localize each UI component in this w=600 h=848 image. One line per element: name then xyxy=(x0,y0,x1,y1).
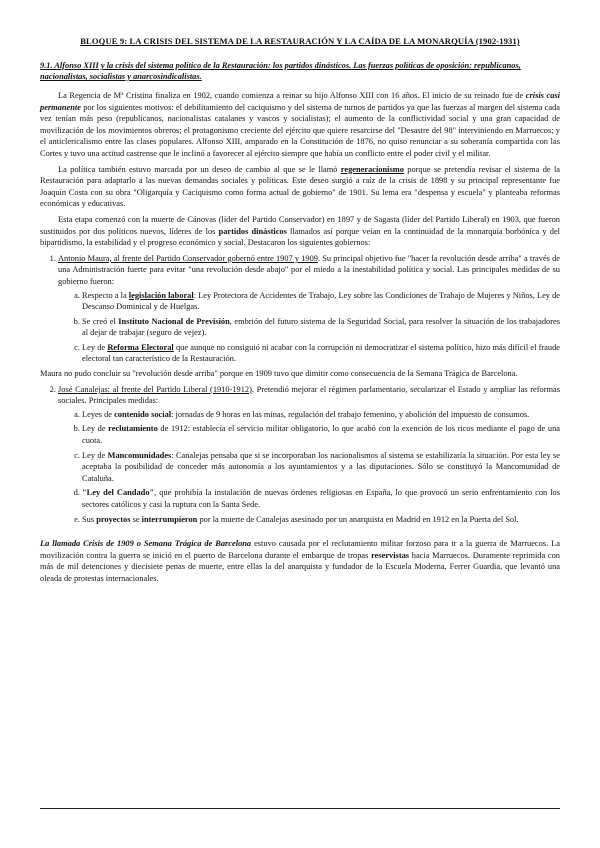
bold-term: legislación laboral xyxy=(128,290,194,300)
text-run: Se creó el xyxy=(82,316,119,326)
block-title: BLOQUE 9: LA CRISIS DEL SISTEMA DE LA RESTAURACIÓN Y LA CAÍDA DE LA MONARQUÍA (1902-1931) xyxy=(80,36,520,46)
section-heading: 9.1. Alfonso XIII y la crisis del sistema político de la Restauración: los partidos dinásticos. Las fuerzas políticas de oposición: republicanos, nacionalistas, socialistas y anarcosindicalistas. xyxy=(40,61,521,81)
text-run: . Pretendió mejorar el régimen parlamentario, secularizar el Estado y ampliar las reformas sociales. Principales medidas: xyxy=(58,384,560,406)
text-run: Ley de xyxy=(82,342,108,352)
bold-term: partidos dinásticos xyxy=(218,226,287,236)
text-run: Sus xyxy=(82,514,97,524)
list-item xyxy=(82,316,560,339)
text-run: La política también estuvo marcada por un deseo de cambio al que se le llamó xyxy=(58,164,341,174)
governments-list xyxy=(40,253,560,365)
text-run: porque se pretendía revisar el sistema de la Restauración para adaptarlo a las nuevas demandas sociales y políticas. Este deseo surgió a raíz de la crisis de 1898 y su principal representante fue Joaquín Costa con su obra "Oligarquía y Caciquismo como forma actual de gobierno" de 1901. Su lema era "despensa y escuela" y planteaba reformas económicas y educativas. xyxy=(40,164,560,209)
bold-term: "Ley del Candado" xyxy=(82,488,155,498)
text-run: Respecto a la xyxy=(82,290,129,300)
bold-term: Mancomunidades xyxy=(107,450,172,460)
list-item xyxy=(82,409,560,421)
list-item xyxy=(82,450,560,485)
item-lead: Antonio Maura, al frente del Partido Conservador gobernó entre 1907 y 1909 xyxy=(58,253,318,263)
paragraph-regeneracionismo xyxy=(40,164,560,210)
text-run: . Su principal objetivo fue "hacer la revolución desde arriba" a través de una Administración fuerte para evitar "una revolución desde abajo" por el miedo a la inestabilidad política y social. Las principales medidas de su gobierno fueron: xyxy=(58,253,560,286)
text-run: : Canalejas pensaba que si se incorporaban los nacionalismos al sistema se estabilizaría la situación. Por esta ley se aceptaba la posibilidad de conceder más autonomía a los ayuntamientos y a las diputaciones. Sólo se constituyó la Mancomunidad de Cataluña. xyxy=(82,450,560,483)
text-run: : jornadas de 9 horas en las minas, regulación del trabajo femenino, y abolición del impuesto de consumos. xyxy=(171,409,530,419)
text-run: hacia Marruecos. Duramente reprimida con más de mil detenciones y diecisiete penas de muerte, entre ellas la del anarquista y fundador de la Escuela Moderna, Ferrer Guardia, que levantó una oleada de protestas internacionales. xyxy=(40,550,560,583)
maura-measures xyxy=(58,290,560,366)
list-item xyxy=(82,290,560,313)
text-run: por los siguientes motivos: el debilitamiento del caciquismo y del sistema de turnos de partidos ya que las fuerzas al margen del sistema cada vez tenían más peso (republicanos, nacionalistas catalanes y vascos y socialistas); el aumento de la conflictividad social y una gran capacidad de movilización de los movimientos obreros; el protagonismo creciente del ejército que quiere resarcirse del "Desastre del 98" interviniendo en Marruecos; y el anticlericalismo entre las clases populares. Alfonso XIII, amparado en la Constitución de 1876, no quiso renunciar a su soberanía compartida con las Cortes y tuvo una actitud castrense que le inclinó a favorecer al ejército siempre que había un conflicto entre el poder civil y el militar. xyxy=(40,102,560,158)
bold-term: proyectos xyxy=(96,514,131,524)
text-run: Ley de xyxy=(82,424,109,434)
text-run: de 1912: establecía el servicio militar obligatorio, lo que acabó con la exención de los ricos mediante el pago de una cuota. xyxy=(82,424,560,446)
text-run: Esta etapa comenzó con la muerte de Cánovas (líder del Partido Conservador) en 1897 y de Sagasta (líder del Partido Liberal) en 1903, que fueron sustituidos por dos políticos nuevos, líderes de los xyxy=(40,214,560,236)
list-item xyxy=(82,514,560,526)
text-run: que aunque no consiguió ni acabar con la corrupción ni democratizar el sistema político, hizo más difícil el fraude electoral tan característico de la Restauración. xyxy=(82,342,560,364)
bold-term: La llamada Crisis de 1909 o Semana Trágica de Barcelona xyxy=(40,539,252,549)
list-item xyxy=(82,423,560,446)
list-item-maura xyxy=(58,253,560,365)
item-lead: José Canalejas: al frente del Partido Liberal (1910-1912) xyxy=(58,384,252,394)
bold-term: interrumpieron xyxy=(141,514,198,524)
bold-term: Instituto Nacional de Previsión xyxy=(118,316,230,326)
canalejas-measures xyxy=(58,409,560,525)
text-run: por la muerte de Canalejas asesinado por un anarquista en Madrid en 1912 en la Puerta del Sol. xyxy=(197,514,519,524)
list-item-canalejas xyxy=(58,384,560,526)
paragraph-dynastic-parties xyxy=(40,214,560,249)
bold-term: reservistas xyxy=(371,550,410,560)
text-run: , que prohibía la instalación de nuevas órdenes religiosas en España, lo que provocó un serio enfrentamiento con los sectores católicos y casi la ruptura con la Santa Sede. xyxy=(82,488,561,509)
governments-list-continued xyxy=(40,384,560,526)
bold-term: contenido social xyxy=(114,409,172,419)
text-run: Leyes de xyxy=(82,409,115,419)
list-item xyxy=(82,342,560,365)
text-run: La Regencia de Mª Cristina finaliza en 1902, cuando comienza a reinar su hijo Alfonso XIII con 16 años. El inicio de su reinado fue de xyxy=(58,91,526,100)
text-run: Ley de xyxy=(82,450,108,460)
text-run: : Ley Protectora de Accidentes de Trabajo, Ley sobre las Condiciones de Trabajo de Mujeres y Niños, Ley de Descanso Dominical y de Huelgas. xyxy=(82,290,560,312)
bold-term: crisis casi permanente xyxy=(40,91,560,112)
bold-term: Reforma Electoral xyxy=(107,342,174,352)
spacer xyxy=(40,528,560,538)
text-run: estuvo causada por el reclutamiento militar forzoso para ir a la guerra de Marruecos. La movilización contra la guerra se inició en el puerto de Barcelona durante el embarque de tropas xyxy=(40,539,560,560)
bold-term: regeneracionismo xyxy=(340,164,404,174)
paragraph-tragic-week xyxy=(40,538,560,584)
footer-divider xyxy=(40,808,560,809)
paragraph-regency xyxy=(40,90,560,160)
text-run: llamados así porque veían en la continuidad de la monarquía borbónica y del bipartidismo, la estabilidad y el progreso económico y social. Destacaron los siguientes gobiernos: xyxy=(40,226,560,248)
paragraph-maura-conclusion: Maura no pudo concluir su "revolución desde arriba" porque en 1909 tuvo que dimitir como consecuencia de la Semana Trágica de Barcelona. xyxy=(40,369,518,379)
text-run: , embrión del futuro sistema de la Seguridad Social, para resolver la situación de los trabajadores al dejar de trabajar (seguro de vejez). xyxy=(82,316,560,338)
bold-term: reclutamiento xyxy=(108,424,158,434)
text-run: se xyxy=(130,514,142,524)
list-item xyxy=(82,487,560,510)
